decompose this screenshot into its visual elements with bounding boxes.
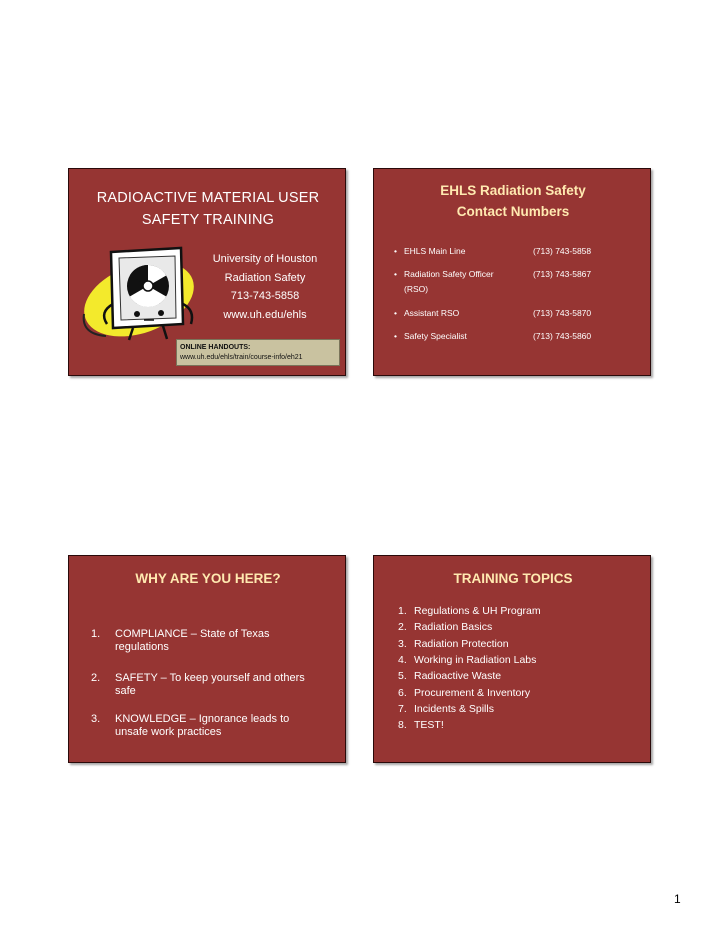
topic-number: 8. [398, 719, 407, 732]
topic-number: 6. [398, 686, 407, 699]
item-number: 3. [91, 713, 101, 725]
contact-label: EHLS Main Line [404, 246, 466, 256]
item-text: SAFETY – To keep yourself and others safe [115, 672, 305, 697]
item-text: COMPLIANCE – State of Texas regulations [115, 628, 270, 653]
topic-text: Incidents & Spills [414, 702, 494, 715]
bullet: • [394, 269, 397, 279]
topics-title: TRAINING TOPICS [453, 571, 573, 586]
slide-training-topics [373, 555, 651, 763]
radiation-sign-character-icon [81, 244, 201, 344]
contact-number: (713) 743-5870 [533, 308, 592, 318]
online-handouts-box [176, 339, 340, 366]
topic-number: 5. [398, 670, 407, 683]
topic-item [398, 701, 638, 717]
topic-number: 1. [398, 605, 407, 617]
slide-title [68, 168, 346, 376]
org-name: University of Houston [212, 253, 318, 265]
topic-text: TEST! [414, 719, 444, 732]
contact-label: Radiation Safety Officer (RSO) [404, 269, 494, 294]
topic-item [398, 717, 638, 733]
contacts-title [374, 180, 652, 222]
slide-contacts [373, 168, 651, 376]
bullet: • [394, 308, 397, 318]
contacts-title-line-2: Contact Numbers [456, 204, 570, 219]
website-link[interactable]: www.uh.edu/ehls [223, 308, 307, 321]
topic-number: 2. [398, 621, 407, 634]
topic-item [398, 668, 638, 684]
contact-number: (713) 743-5867 [533, 269, 592, 279]
topic-item [398, 685, 638, 701]
contact-label: Assistant RSO [404, 308, 460, 318]
item-number: 1. [91, 628, 101, 640]
topic-item [398, 636, 638, 652]
topic-text: Radioactive Waste [414, 670, 502, 683]
topic-item [398, 619, 638, 635]
bullet: • [394, 331, 397, 341]
item-text: KNOWLEDGE – Ignorance leads to unsafe work practices [115, 713, 290, 738]
topic-item [398, 603, 638, 619]
topic-text: Radiation Basics [414, 621, 493, 634]
topic-number: 7. [398, 702, 407, 715]
contact-label: Safety Specialist [404, 331, 467, 341]
page-number: 1 [674, 892, 681, 906]
item-number: 2. [91, 672, 101, 684]
topic-item [398, 652, 638, 668]
dept-name: Radiation Safety [224, 271, 306, 284]
topic-number: 4. [398, 653, 407, 666]
why-here-title: WHY ARE YOU HERE? [135, 571, 281, 586]
contact-number: (713) 743-5860 [533, 331, 592, 341]
slide-why-here [68, 555, 346, 763]
phone-number: 713-743-5858 [230, 290, 300, 302]
topic-number: 3. [398, 637, 407, 650]
topic-text: Procurement & Inventory [414, 686, 531, 699]
topic-text: Radiation Protection [414, 637, 509, 650]
handouts-label: ONLINE HANDOUTS: [180, 344, 251, 351]
bullet: • [394, 246, 397, 256]
contacts-title-line-1: EHLS Radiation Safety [440, 183, 586, 198]
contact-block [195, 250, 335, 324]
slide-title-heading [83, 187, 333, 231]
handouts-url[interactable]: www.uh.edu/ehls/train/course-info/eh21 [180, 354, 303, 361]
title-line-2: SAFETY TRAINING [141, 212, 275, 228]
topic-text: Working in Radiation Labs [414, 653, 537, 666]
title-line-1: RADIOACTIVE MATERIAL USER [96, 190, 320, 206]
topic-text: Regulations & UH Program [414, 605, 541, 617]
contact-number: (713) 743-5858 [533, 246, 592, 256]
